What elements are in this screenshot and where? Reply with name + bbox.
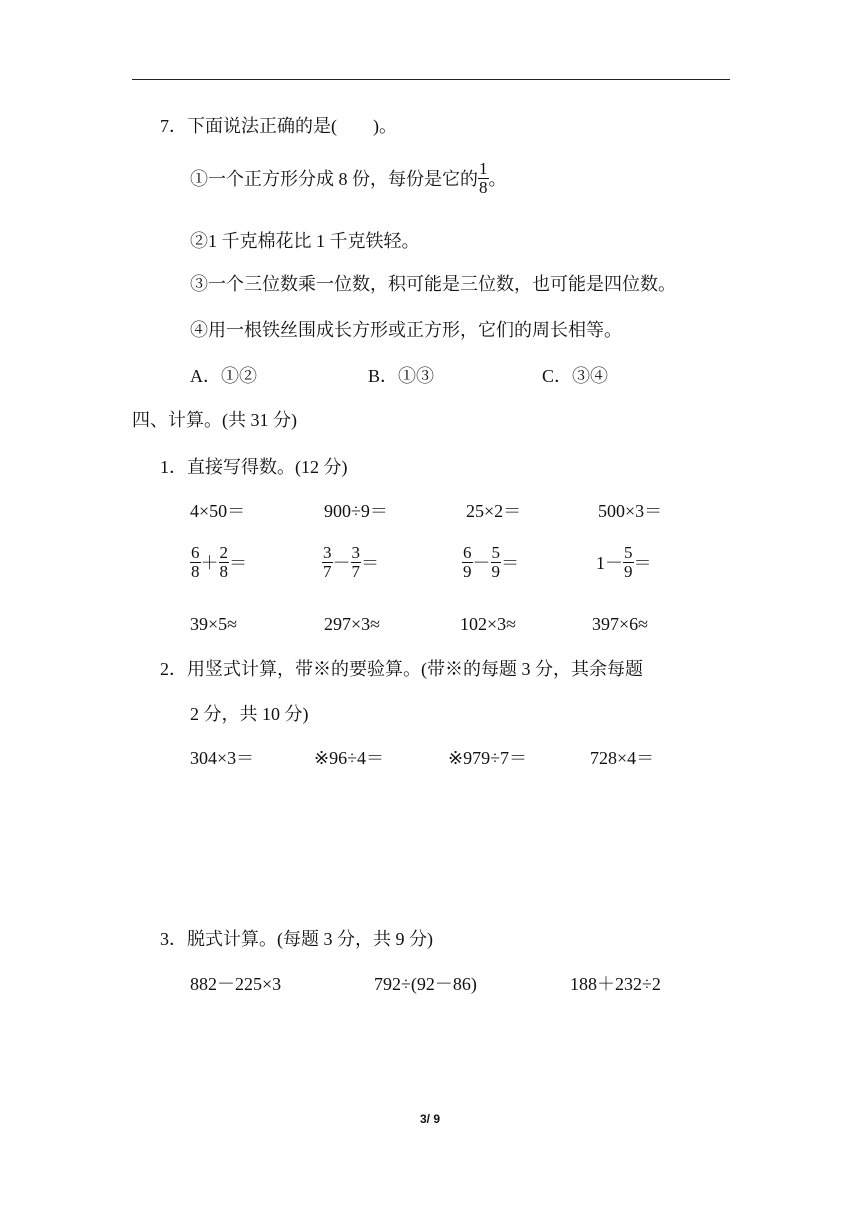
p3-item-1: 882－225×3 [190, 974, 282, 994]
operator: － [472, 552, 491, 573]
fraction-numerator: 3 [323, 543, 332, 562]
q7-option-b: B．①③ [368, 366, 435, 386]
fraction-denominator: 8 [191, 562, 200, 581]
q7-statement-3: ③一个三位数乘一位数，积可能是三位数，也可能是四位数。 [190, 274, 676, 294]
fraction [462, 544, 473, 581]
p1-row3-item-2: 297×3≈ [324, 614, 381, 634]
header-rule [132, 79, 730, 80]
p2-item-1: 304×3＝ [190, 748, 255, 768]
q7-statement-4: ④用一根铁丝围成长方形或正方形，它们的周长相等。 [190, 320, 622, 340]
fraction [491, 544, 502, 581]
fraction-numerator: 5 [491, 543, 500, 562]
fraction-numerator: 6 [463, 543, 472, 562]
operator: － [332, 552, 351, 573]
fraction-numerator: 3 [351, 543, 360, 562]
p1-row2-item-2 [322, 544, 379, 581]
fraction-numerator: 2 [219, 543, 228, 562]
fraction [322, 544, 333, 581]
fraction-denominator: 9 [624, 562, 633, 581]
fraction-numerator: 6 [191, 543, 200, 562]
fraction [190, 544, 201, 581]
q7-option-a: A．①② [190, 366, 257, 386]
equals-sign: ＝ [633, 552, 652, 573]
p1-row1-item-3: 25×2＝ [466, 501, 522, 521]
page-number: 3/ 9 [419, 1112, 440, 1126]
equals-sign: ＝ [229, 552, 247, 573]
equals-sign: ＝ [361, 552, 379, 573]
fraction-numerator: 5 [624, 543, 633, 562]
part-2-title-line-2: 2 分，共 10 分) [190, 704, 309, 724]
q7-option-c: C．③④ [542, 366, 609, 386]
part-1-title: 1．直接写得数。(12 分) [160, 457, 348, 477]
p2-item-2: ※96÷4＝ [314, 748, 384, 768]
q7-statement-1-tail: 。 [488, 168, 507, 189]
fraction-denominator: 9 [491, 562, 500, 581]
fraction-denominator: 9 [463, 562, 472, 581]
fraction-denominator: 7 [323, 562, 332, 581]
p1-row1-item-4: 500×3＝ [598, 501, 663, 521]
equals-sign: ＝ [501, 552, 519, 573]
p1-row2-item-1 [190, 544, 247, 581]
part-3-title: 3．脱式计算。(每题 3 分，共 9 分) [160, 929, 433, 949]
fraction-denominator: 8 [479, 178, 488, 197]
q7-statement-1 [190, 160, 507, 197]
fraction [219, 544, 230, 581]
p1-row2-item-3 [462, 544, 519, 581]
p1-row1-item-1: 4×50＝ [190, 501, 246, 521]
p1-row3-item-3: 102×3≈ [460, 614, 517, 634]
fraction-denominator: 7 [351, 562, 360, 581]
p1-row3-item-4: 397×6≈ [592, 614, 649, 634]
section-4-title: 四、计算。(共 31 分) [132, 410, 297, 430]
p3-item-2: 792÷(92－86) [374, 974, 477, 994]
expression-lead: 1－ [596, 552, 623, 573]
part-2-title-line-1: 2．用竖式计算，带※的要验算。(带※的每题 3 分，其余每题 [160, 659, 643, 679]
q7-statement-1-text: ①一个正方形分成 8 份，每份是它的 [190, 168, 478, 189]
p1-row3-item-1: 39×5≈ [190, 614, 238, 634]
q7-stem: 7．下面说法正确的是( )。 [160, 116, 397, 136]
p3-item-3: 188＋232÷2 [570, 974, 661, 994]
fraction-denominator: 8 [219, 562, 228, 581]
p1-row2-item-4 [596, 544, 652, 581]
p2-item-4: 728×4＝ [590, 748, 655, 768]
p2-item-3: ※979÷7＝ [448, 748, 527, 768]
fraction [623, 544, 634, 581]
p1-row1-item-2: 900÷9＝ [324, 501, 388, 521]
fraction [478, 160, 489, 197]
q7-statement-2: ②1 千克棉花比 1 千克铁轻。 [190, 231, 420, 251]
fraction-numerator: 1 [479, 159, 488, 178]
operator: ＋ [200, 552, 219, 573]
fraction [351, 544, 362, 581]
